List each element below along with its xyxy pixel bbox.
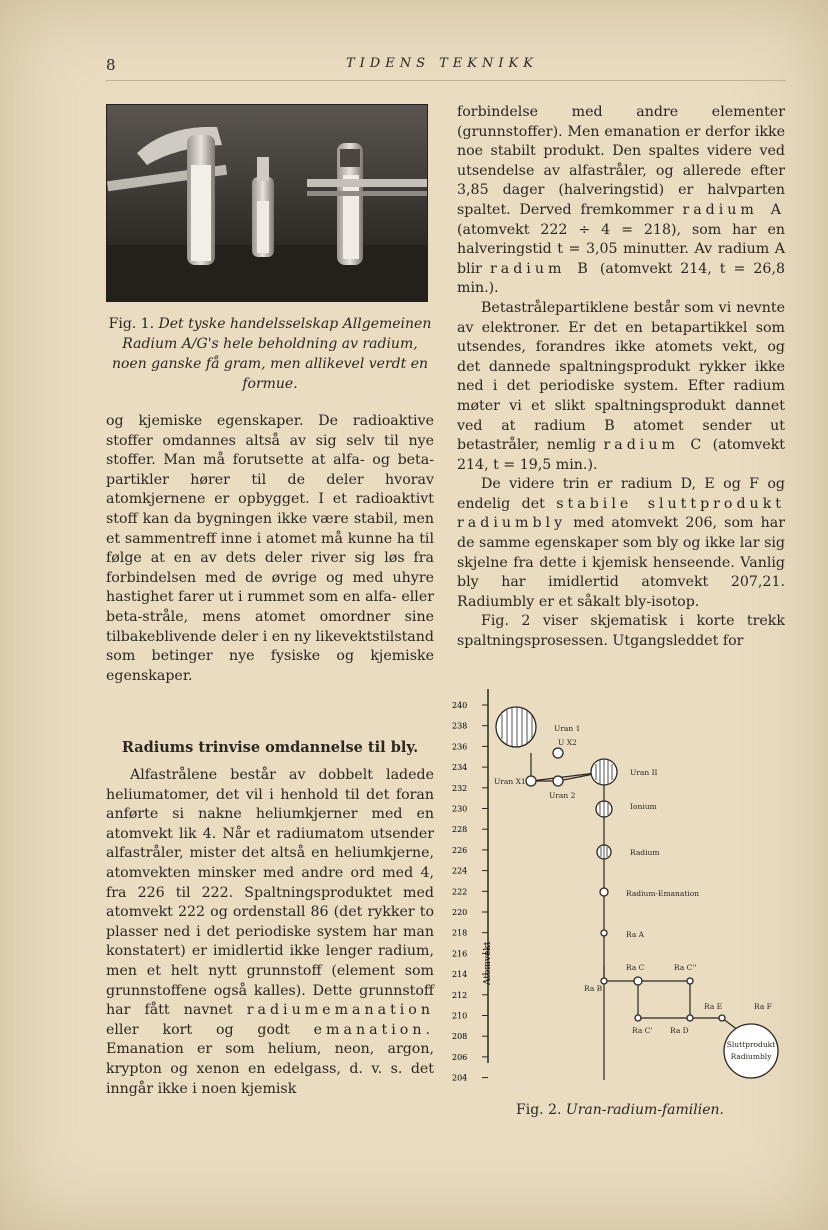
right-column: [457, 103, 785, 652]
raD-label: Ra D: [670, 1026, 689, 1035]
ux1-node: [526, 776, 536, 786]
paragraph: [457, 103, 785, 299]
section-heading: Radiums trinvise omdannelse til bly.: [121, 739, 419, 756]
raC2-label: Ra C'': [674, 963, 697, 972]
spaced-term: emanation.: [313, 1021, 434, 1038]
raA-node: [601, 930, 607, 936]
axis-tick-label: 218: [452, 928, 468, 938]
uran2-node: [553, 776, 563, 786]
text-run: med atomvekt 206, som har de samme egenskaper som bly og ikke lar sig skjelne fra dette i kjemisk henseende. Vanlig bly har imidlertid atomvekt 207,21. Radiumbly er et såkalt bly-isotop.: [457, 515, 786, 610]
axis-tick-label: 212: [452, 990, 468, 1000]
paragraph: [457, 299, 785, 475]
axis-ticks: [452, 701, 488, 1083]
raB-label: Ra B: [584, 984, 603, 993]
ux2-node: [553, 748, 563, 758]
spaced-term: radium B: [489, 260, 592, 277]
axis-tick-label: 224: [452, 866, 468, 876]
paragraph: [457, 475, 785, 612]
axis-tick-label: 208: [452, 1032, 468, 1042]
axis-tick-label: 240: [452, 701, 468, 710]
text-run: De videre trin er radium D, E og F og endelig det: [457, 476, 785, 512]
axis-tick-label: 238: [452, 721, 468, 731]
figure1-label: Fig. 1.: [108, 316, 155, 332]
axis-tick-label: 204: [452, 1073, 468, 1083]
text-run: forbindelse med andre elementer (grunnstoffer). Men emanation er derfor ikke noe stabilt produkt. Den spaltes videre ved utsendelse av alfastråler, og allerede efter 3,85 dager (halveringstid) er halvparten spaltet. Derved fremkommer: [457, 104, 785, 218]
raE-node: [719, 1015, 725, 1021]
decay-chain-diagram: [446, 685, 796, 1095]
page-number: 8: [106, 56, 116, 74]
ux1-label: Uran X1: [494, 777, 526, 786]
raF-label: Ra F: [754, 1002, 772, 1011]
spaced-term: radium A: [682, 201, 785, 218]
left-column-bottom: [106, 766, 434, 1099]
uran2r-label: Uran II: [630, 768, 658, 777]
raC-node: [634, 977, 642, 985]
axis-tick-label: 216: [452, 949, 468, 959]
figure1-caption-text: Det tyske handelsselskap Allgemeinen Radium A/G's hele beholdning av radium, noen ganske få gram, men allikevel verdt en formue.: [111, 316, 432, 392]
emanation-label: Radium-Emanation: [626, 889, 700, 898]
end-label-2: Radiumbly: [730, 1052, 772, 1061]
figure2-caption-text: Uran-radium-familien.: [565, 1102, 724, 1118]
spaced-term: stabile sluttprodukt radiumbly: [457, 495, 785, 532]
running-head: TIDENS TEKNIKK: [346, 56, 538, 71]
figure2-caption: [440, 1102, 800, 1118]
radium-label: Radium: [630, 848, 660, 857]
left-column-top: [106, 412, 434, 686]
ux2-label: U X2: [558, 738, 577, 747]
figure1-caption: [106, 314, 434, 394]
radium-vials-photo: [107, 105, 427, 301]
page-header: [106, 56, 786, 81]
axis-tick-label: 234: [452, 763, 468, 773]
text-run: Emanation er som helium, neon, argon, krypton og xenon en edelgass, d. v. s. det inngår ikke i noen kjemisk: [106, 1041, 434, 1097]
raC1-label: Ra C': [632, 1026, 653, 1035]
axis-tick-label: 210: [452, 1011, 468, 1021]
spaced-term: radiumemanation: [246, 1002, 434, 1019]
axis-tick-label: 232: [452, 783, 468, 793]
raE-label: Ra E: [704, 1002, 723, 1011]
raD-node: [687, 1015, 693, 1021]
axis-tick-label: 230: [452, 804, 468, 814]
raC2-node: [687, 978, 693, 984]
axis-tick-label: 214: [452, 970, 468, 980]
axis-tick-label: 222: [452, 887, 468, 897]
raA-label: Ra A: [626, 930, 645, 939]
raC1-node: [635, 1015, 641, 1021]
uran1-label: Uran 1: [554, 724, 581, 733]
node-labels: [494, 724, 775, 1061]
axis-tick-label: 228: [452, 825, 468, 835]
axis-tick-label: 220: [452, 908, 468, 917]
paragraph: Fig. 2 viser skjematisk i korte trekk spaltningsprosessen. Utgangsleddet for: [457, 613, 785, 650]
figure1-photo: [106, 104, 428, 302]
emanation-node: [600, 888, 608, 896]
text-run: Alfastrålene består av dobbelt ladede heliumatomer, det vil i henhold til det foran anførte si nakne heliumkjerner med en atomvekt lik 4. Når et radiumatom utsender alfastråler, mister det altså en heliumkjerne, atomvekten minsker med andre ord med 4, fra 226 til 222. Spaltningsproduktet med atomvekt 222 og ordenstall 86 (det rykker to plasser ned i det periodiske system har man konstatert) er imidlertid ikke lenger radium, men et helt nytt grunnstoff (element som grunnstoffene også kalles). Dette grunnstoff har fått navnet: [106, 767, 434, 1019]
paragraph: [106, 766, 434, 1099]
raC-label: Ra C: [626, 963, 645, 972]
text-run: eller kort og godt: [106, 1021, 290, 1038]
text-run: (atomvekt 222 ÷ 4 = 218), som har en halveringstid t = 3,05 minutter. Av radium A blir: [457, 221, 785, 277]
axis-tick-label: 226: [452, 845, 468, 855]
paragraph: og kjemiske egenskaper. De radioaktive stoffer omdannes altså av sig selv til nye stoffer. Man må forutsette at alfa- og beta-partikler hører til de deler hvorav atomkjernene er opbygget. I et radioaktivt stoff kan da bygningen ikke være stabil, men et sammentreff inne i atomet må kunne ha til følge at en av dets deler river sig løs fra forbindelsen med de øvrige og med uhyre hastighet farer ut i rummet som en alfa- eller beta-stråle, mens atomet omordner sine tilbakeblivende deler i en ny likevektstilstand som betinger nye fysiske og kjemiske egenskaper.: [106, 413, 434, 684]
text-run: (atomvekt 214, t = 26,8 min.).: [457, 260, 785, 297]
radiumbly-node: [724, 1024, 778, 1078]
figure2-label: Fig. 2.: [516, 1102, 562, 1118]
end-label-1: Sluttprodukt: [726, 1040, 776, 1049]
axis-tick-label: 206: [452, 1052, 468, 1062]
text-run: (atomvekt 214, t = 19,5 min.).: [457, 437, 785, 473]
axis-tick-label: 236: [452, 742, 468, 752]
axis-label: Atomvekt: [483, 941, 493, 985]
text-run: Betastrålepartiklene består som vi nevnte av elektroner. Er det en betapartikkel som utsendes, forandres ikke atomets vekt, og det dannede spaltningsprodukt rykker ikke ned i det periodiske system. Efter radium møter vi et slikt spaltningsprodukt dannet ved at radium B atomet sender ut betastråler, nemlig: [457, 299, 785, 454]
ionium-label: Ionium: [630, 802, 657, 811]
spaced-term: radium C: [603, 437, 706, 454]
decay-chain-svg: [446, 685, 796, 1095]
uran2-label: Uran 2: [549, 791, 576, 800]
